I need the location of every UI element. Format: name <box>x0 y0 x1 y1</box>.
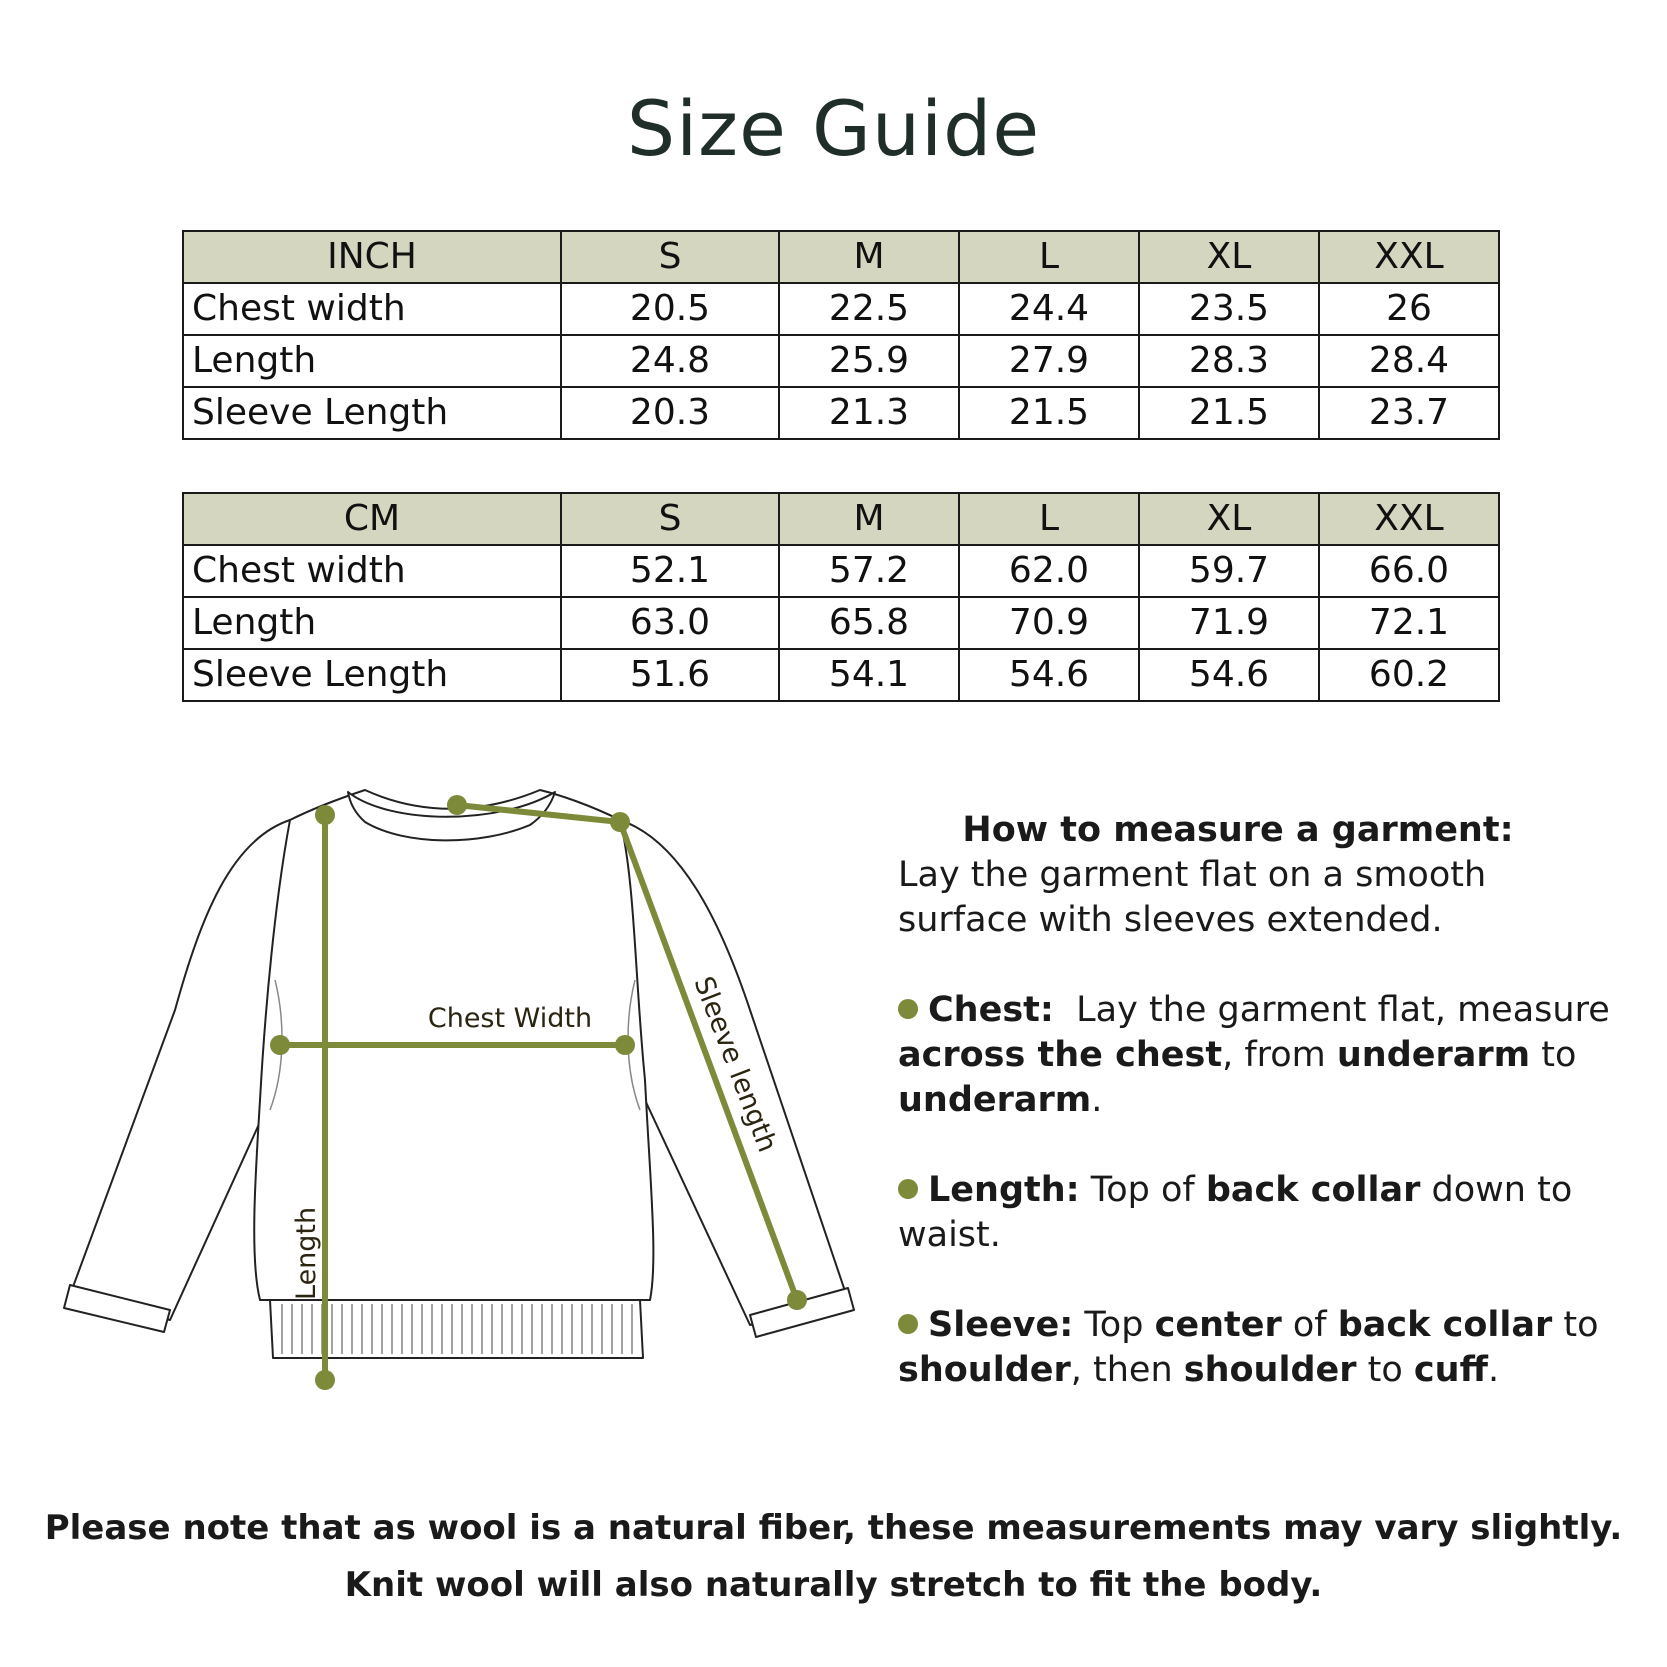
table-header-row <box>183 493 1499 545</box>
emphasis: underarm <box>898 1080 1092 1120</box>
size-header: L <box>959 493 1139 545</box>
text: Lay the garment flat, measure <box>1076 990 1610 1030</box>
table-cell: 25.9 <box>779 335 959 387</box>
table-cell: 28.4 <box>1319 335 1499 387</box>
emphasis: underarm <box>1336 1035 1531 1075</box>
chest-instruction <box>898 988 1618 1123</box>
size-header: XXL <box>1319 493 1499 545</box>
text: Top <box>1084 1305 1155 1345</box>
instructions-intro: Lay the garment flat on a smooth surface with sleeves extended. <box>898 855 1487 940</box>
size-header: XL <box>1139 493 1319 545</box>
chest-left-dot <box>270 1035 290 1055</box>
page-title: Size Guide <box>626 84 1041 173</box>
table-row <box>183 387 1499 439</box>
length-bottom-dot <box>315 1370 335 1390</box>
table-row <box>183 283 1499 335</box>
table-cell: 54.1 <box>779 649 959 701</box>
size-header: M <box>779 231 959 283</box>
table-cell: 57.2 <box>779 545 959 597</box>
table-cell: 22.5 <box>779 283 959 335</box>
sweater-measurement-diagram <box>60 780 860 1410</box>
sleeve-instruction <box>898 1303 1618 1393</box>
table-cell: 28.3 <box>1139 335 1319 387</box>
text: to <box>1530 1035 1577 1075</box>
chest-term: Chest: <box>928 990 1054 1030</box>
row-label: Length <box>183 335 561 387</box>
size-header: S <box>561 231 779 283</box>
text: to <box>1552 1305 1599 1345</box>
emphasis: back collar <box>1205 1170 1421 1210</box>
chest-right-dot <box>615 1035 635 1055</box>
table-cell: 52.1 <box>561 545 779 597</box>
table-cell: 54.6 <box>959 649 1139 701</box>
text: of <box>1281 1305 1338 1345</box>
size-header: XL <box>1139 231 1319 283</box>
size-header: M <box>779 493 959 545</box>
emphasis: shoulder <box>898 1350 1071 1390</box>
table-cell: 20.3 <box>561 387 779 439</box>
table-row <box>183 597 1499 649</box>
sleeve-term: Sleeve: <box>928 1305 1074 1345</box>
row-label: Sleeve Length <box>183 649 561 701</box>
text: . <box>1487 1350 1500 1390</box>
text: to <box>1356 1350 1414 1390</box>
inch-size-table <box>182 230 1500 440</box>
row-label: Chest width <box>183 283 561 335</box>
unit-header: INCH <box>183 231 561 283</box>
table-header-row <box>183 231 1499 283</box>
emphasis: cuff <box>1413 1350 1488 1390</box>
footnote-line-1: Please note that as wool is a natural fiber, these measurements may vary slightly. <box>44 1508 1623 1548</box>
sleeve-length-label: Sleeve length <box>687 972 783 1157</box>
table-cell: 27.9 <box>959 335 1139 387</box>
bullet-icon <box>898 1314 918 1334</box>
unit-header: CM <box>183 493 561 545</box>
text: down to waist. <box>898 1170 1573 1255</box>
length-term: Length: <box>928 1170 1080 1210</box>
table-cell: 63.0 <box>561 597 779 649</box>
row-label: Sleeve Length <box>183 387 561 439</box>
emphasis: across the chest <box>898 1035 1223 1075</box>
size-header: XXL <box>1319 231 1499 283</box>
length-instruction <box>898 1168 1618 1258</box>
footnote-line-2: Knit wool will also naturally stretch to fit the body. <box>344 1565 1323 1605</box>
table-cell: 20.5 <box>561 283 779 335</box>
size-header: S <box>561 493 779 545</box>
table-cell: 24.4 <box>959 283 1139 335</box>
emphasis: center <box>1154 1305 1282 1345</box>
text: , from <box>1222 1035 1337 1075</box>
table-row <box>183 545 1499 597</box>
emphasis: shoulder <box>1183 1350 1357 1390</box>
table-cell: 65.8 <box>779 597 959 649</box>
bullet-icon <box>898 1179 918 1199</box>
table-cell: 24.8 <box>561 335 779 387</box>
table-cell: 23.7 <box>1319 387 1499 439</box>
bullet-icon <box>898 999 918 1019</box>
table-cell: 26 <box>1319 283 1499 335</box>
emphasis: back collar <box>1337 1305 1553 1345</box>
text: . <box>1091 1080 1103 1120</box>
collar-center-dot <box>447 795 467 815</box>
table-cell: 70.9 <box>959 597 1139 649</box>
table-cell: 21.5 <box>1139 387 1319 439</box>
table-cell: 23.5 <box>1139 283 1319 335</box>
cuff-dot <box>787 1290 807 1310</box>
table-cell: 21.3 <box>779 387 959 439</box>
text: , then <box>1070 1350 1184 1390</box>
shoulder-dot <box>610 812 630 832</box>
chest-width-label: Chest Width <box>427 1003 593 1034</box>
row-label: Chest width <box>183 545 561 597</box>
length-label: Length <box>291 1206 322 1300</box>
table-cell: 60.2 <box>1319 649 1499 701</box>
text: Top of <box>1090 1170 1206 1210</box>
cm-size-table <box>182 492 1500 702</box>
table-cell: 71.9 <box>1139 597 1319 649</box>
table-cell: 21.5 <box>959 387 1139 439</box>
instructions-heading: How to measure a garment: <box>962 810 1514 850</box>
table-row <box>183 335 1499 387</box>
table-cell: 59.7 <box>1139 545 1319 597</box>
table-row <box>183 649 1499 701</box>
table-cell: 62.0 <box>959 545 1139 597</box>
table-cell: 72.1 <box>1319 597 1499 649</box>
table-cell: 54.6 <box>1139 649 1319 701</box>
size-header: L <box>959 231 1139 283</box>
footnote <box>0 1500 1667 1614</box>
length-top-dot <box>315 805 335 825</box>
row-label: Length <box>183 597 561 649</box>
measuring-instructions <box>898 808 1618 1393</box>
table-cell: 51.6 <box>561 649 779 701</box>
table-cell: 66.0 <box>1319 545 1499 597</box>
